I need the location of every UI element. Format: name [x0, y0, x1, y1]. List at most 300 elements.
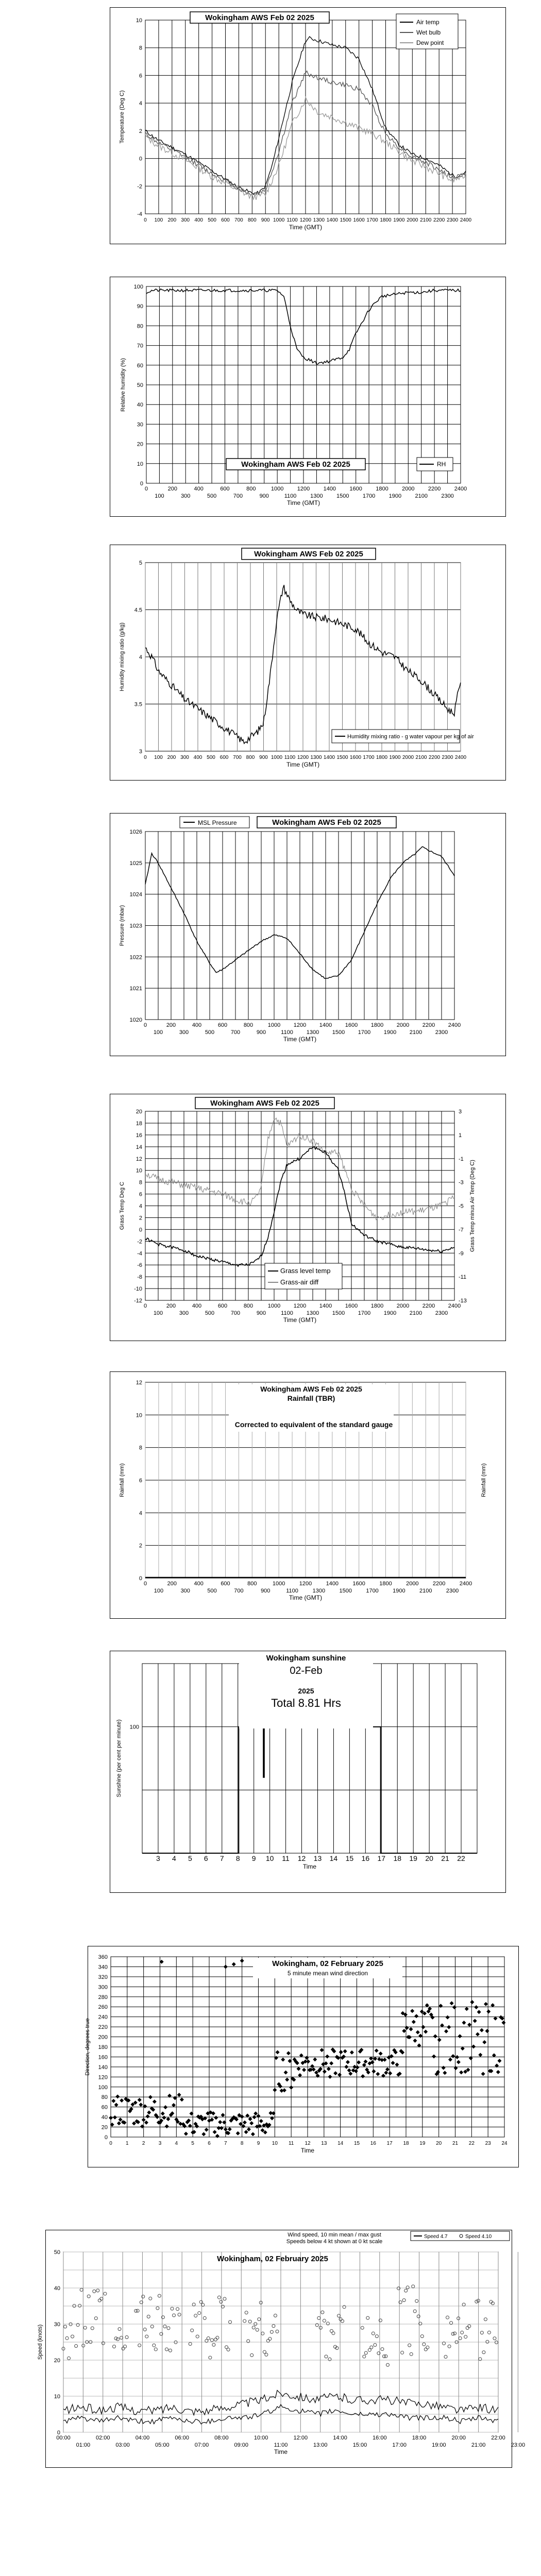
y-tick-label: 1026	[129, 829, 142, 835]
y-tick-label: 3.5	[134, 701, 142, 708]
x-tick-label: 00:00	[56, 2435, 71, 2441]
x-tick-label: 2200	[433, 217, 445, 223]
y-tick-label: 1025	[129, 860, 142, 867]
y-tick-label: 1024	[129, 891, 142, 898]
y-tick-label: 60	[101, 2104, 108, 2111]
y-tick-label: 340	[98, 1964, 108, 1971]
x-tick-label: 14	[337, 2141, 344, 2146]
x-tick-label: 300	[179, 1310, 189, 1316]
y-tick-label: 90	[137, 303, 143, 310]
y-axis-label: Speed (knots)	[37, 2324, 43, 2360]
mixing-ratio-chart-panel	[110, 545, 506, 781]
x-tick-label: 1100	[284, 493, 297, 499]
mixing-ratio-chart	[110, 545, 506, 781]
chart-note: Corrected to equivalent of the standard gauge	[234, 1420, 393, 1429]
legend-label: Grass level temp	[280, 1267, 331, 1275]
x-tick-label: 300	[180, 1588, 190, 1594]
x-tick-label: 16	[370, 2141, 376, 2146]
x-tick-label: 2100	[419, 1588, 432, 1594]
x-tick-label: 3	[158, 2141, 162, 2146]
x-axis-label: Time (GMT)	[283, 1316, 317, 1324]
x-tick-label: 700	[233, 755, 242, 760]
y-tick-label: 40	[101, 2114, 108, 2121]
legend-label: Air temp	[416, 19, 439, 26]
y-axis-label: Rainfall (mm)	[119, 1463, 125, 1497]
x-tick-label: 800	[247, 217, 257, 223]
x-tick-label: 22	[468, 2141, 475, 2146]
rainfall-chart	[110, 1372, 506, 1619]
x-tick-label: 20:00	[451, 2435, 466, 2441]
wind-speed-chart	[37, 2230, 526, 2468]
x-tick-label: 0	[143, 1303, 147, 1309]
pressure-chart	[110, 814, 506, 1057]
x-tick-label: 900	[256, 1029, 266, 1036]
y-tick-label: 0	[139, 1575, 142, 1582]
x-tick-label: 400	[194, 217, 204, 223]
x-tick-label: 2200	[428, 755, 441, 760]
x-tick-label: 22	[457, 1854, 465, 1862]
x-tick-label: 100	[153, 1310, 163, 1316]
x-tick-label: 18	[393, 1854, 402, 1862]
y-tick-label: 30	[137, 421, 143, 428]
y-tick-label: 8	[139, 1445, 142, 1451]
y-tick-label: 260	[98, 2004, 108, 2011]
y-tick-label: 0	[139, 156, 142, 162]
x-tick-label: 03:00	[115, 2442, 130, 2448]
chart-title: Wokingham AWS Feb 02 2025	[272, 818, 381, 827]
y2-tick-label: -3	[459, 1179, 464, 1186]
x-tick-label: 1800	[380, 217, 392, 223]
x-tick-label: 0	[109, 2141, 112, 2146]
x-tick-label: 23	[485, 2141, 491, 2146]
x-tick-label: 2200	[422, 1022, 435, 1028]
x-tick-label: 10	[272, 2141, 278, 2146]
y-tick-label: 4.5	[134, 607, 142, 614]
x-tick-label: 1100	[281, 1310, 293, 1316]
x-tick-label: 200	[167, 486, 178, 492]
y2-tick-label: -11	[459, 1274, 467, 1281]
y-tick-label: 12	[136, 1380, 142, 1386]
x-tick-label: 2300	[435, 1310, 448, 1316]
x-tick-label: 2400	[448, 1303, 461, 1309]
humidity-chart-panel	[110, 277, 506, 517]
temperature-chart-panel	[110, 7, 506, 244]
x-tick-label: 700	[234, 217, 243, 223]
y-tick-label: 10	[137, 461, 143, 467]
y-tick-label: 240	[98, 2014, 108, 2021]
y-tick-label: 40	[54, 2285, 60, 2292]
y-tick-label: 4	[139, 100, 142, 107]
x-tick-label: 16:00	[373, 2435, 387, 2441]
x-tick-label: 2	[142, 2141, 145, 2146]
x-tick-label: 1400	[319, 1303, 332, 1309]
x-tick-label: 09:00	[234, 2442, 249, 2448]
grass-temp-chart	[110, 1094, 506, 1342]
x-tick-label: 20	[425, 1854, 433, 1862]
y-tick-label: 1021	[129, 986, 142, 992]
x-tick-label: 200	[166, 1303, 176, 1309]
x-tick-label: 2000	[396, 1022, 410, 1028]
y-tick-label: 180	[98, 2044, 108, 2050]
x-axis-label: Time (GMT)	[289, 224, 323, 231]
x-tick-label: 1700	[363, 755, 375, 760]
x-tick-label: 2300	[441, 493, 454, 499]
x-tick-label: 1000	[267, 1303, 281, 1309]
y-tick-label: 1020	[129, 1017, 142, 1023]
x-tick-label: 5	[191, 2141, 194, 2146]
x-tick-label: 1200	[299, 217, 312, 223]
x-tick-label: 1800	[370, 1022, 384, 1028]
y-tick-label: 10	[54, 2394, 60, 2400]
y-tick-label: 320	[98, 1974, 108, 1980]
x-tick-label: 300	[179, 1029, 189, 1036]
chart-title: Wokingham AWS Feb 02 2025	[260, 1385, 362, 1393]
x-tick-label: 600	[221, 217, 230, 223]
chart-total: Total 8.81 Hrs	[271, 1697, 341, 1709]
x-tick-label: 200	[167, 217, 177, 223]
y-tick-label: 60	[137, 362, 143, 369]
y-tick-label: 12	[136, 1156, 142, 1162]
x-tick-label: 600	[217, 1303, 228, 1309]
y2-tick-label: -1	[459, 1156, 464, 1162]
x-tick-label: 06:00	[175, 2435, 189, 2441]
y-tick-label: 8	[139, 1179, 142, 1186]
x-tick-label: 7	[219, 1854, 224, 1862]
chart-title: Wokingham, 02 February 2025	[217, 2255, 328, 2263]
x-tick-label: 1100	[281, 1029, 293, 1036]
x-tick-label: 1500	[339, 1588, 352, 1594]
x-tick-label: 500	[207, 755, 215, 760]
x-tick-label: 800	[243, 1303, 253, 1309]
x-tick-label: 1000	[267, 1022, 281, 1028]
chart-title: Wokingham AWS Feb 02 2025	[254, 550, 363, 558]
x-tick-label: 7	[224, 2141, 227, 2146]
x-axis-label: Time (GMT)	[286, 499, 320, 506]
x-tick-label: 1800	[370, 1303, 384, 1309]
chart-title: Wokingham, 02 February 2025	[272, 1959, 383, 1968]
x-tick-label: 300	[180, 755, 189, 760]
x-tick-label: 1300	[313, 217, 325, 223]
x-tick-label: 21	[441, 1854, 449, 1862]
x-tick-label: 1900	[393, 1588, 405, 1594]
y-tick-label: 100	[133, 284, 143, 290]
y2-tick-label: -5	[459, 1203, 464, 1210]
x-tick-label: 0	[144, 486, 148, 492]
y-axis-label: Direction, degrees true	[84, 2018, 91, 2076]
x-tick-label: 9	[257, 2141, 260, 2146]
x-tick-label: 1400	[319, 1022, 332, 1028]
x-tick-label: 900	[259, 755, 268, 760]
x-tick-label: 21	[452, 2141, 459, 2146]
legend-label: RH	[437, 461, 446, 468]
x-tick-label: 800	[246, 755, 255, 760]
x-tick-label: 1400	[326, 1581, 339, 1587]
y2-tick-label: 3	[459, 1109, 462, 1115]
x-tick-label: 04:00	[135, 2435, 150, 2441]
x-tick-label: 13:00	[313, 2442, 328, 2448]
x-tick-label: 100	[154, 217, 163, 223]
x-tick-label: 200	[166, 1022, 176, 1028]
pressure-chart-panel	[110, 813, 506, 1056]
chart-title: Wokingham AWS Feb 02 2025	[210, 1099, 319, 1108]
x-tick-label: 2200	[432, 1581, 446, 1587]
wind-speed-chart-panel	[37, 2230, 526, 2468]
y-tick-label: 80	[101, 2094, 108, 2101]
y2-tick-label: -9	[459, 1250, 464, 1257]
y-tick-label: 0	[139, 1227, 142, 1233]
x-tick-label: 6	[208, 2141, 211, 2146]
y2-tick-label: -13	[459, 1298, 467, 1304]
y-tick-label: 20	[101, 2124, 108, 2131]
x-tick-label: 1400	[323, 486, 336, 492]
x-tick-label: 200	[167, 755, 176, 760]
x-tick-label: 1900	[389, 755, 401, 760]
x-tick-label: 17	[386, 2141, 393, 2146]
x-tick-label: 100	[154, 755, 163, 760]
x-tick-label: 1400	[326, 217, 338, 223]
x-tick-label: 5	[188, 1854, 192, 1862]
x-tick-label: 1100	[286, 1588, 298, 1594]
y-tick-label: -2	[137, 1239, 142, 1245]
x-tick-label: 08:00	[214, 2435, 229, 2441]
x-tick-label: 1600	[352, 1581, 365, 1587]
x-tick-label: 14:00	[333, 2435, 347, 2441]
x-tick-label: 0	[143, 1581, 147, 1587]
x-tick-label: 2000	[402, 755, 414, 760]
x-tick-label: 2400	[448, 1022, 461, 1028]
x-tick-label: 1500	[332, 1029, 345, 1036]
legend-label: Speed 4.7	[424, 2234, 448, 2240]
x-tick-label: 2400	[459, 1581, 472, 1587]
x-tick-label: 2100	[409, 1310, 422, 1316]
y-tick-label: 100	[98, 2084, 108, 2091]
y-axis-label: Temperature (Deg C)	[119, 90, 125, 144]
y-tick-label: 0	[104, 2134, 108, 2141]
y-tick-label: 20	[137, 441, 143, 448]
y-tick-label: 0	[140, 481, 143, 487]
chart-subtitle: 5 minute mean wind direction	[287, 1970, 368, 1977]
legend-label: Speed 4.10	[465, 2234, 492, 2240]
x-tick-label: 1900	[393, 217, 405, 223]
x-tick-label: 500	[208, 217, 216, 223]
y-tick-label: 4	[139, 1510, 142, 1517]
x-tick-label: 1700	[358, 1029, 371, 1036]
x-tick-label: 900	[259, 493, 269, 499]
wind-direction-chart	[84, 1946, 519, 2168]
x-tick-label: 900	[256, 1310, 266, 1316]
y-tick-label: 300	[98, 1984, 108, 1991]
chart-header-2: Speeds below 4 kt shown at 0 kt scale	[286, 2239, 383, 2245]
x-tick-label: 21:00	[471, 2442, 486, 2448]
x-tick-label: 1300	[306, 1310, 319, 1316]
x-tick-label: 6	[204, 1854, 208, 1862]
x-tick-label: 1900	[388, 493, 402, 499]
y2-axis-label: Grass Temp minus Air Temp (Deg C)	[469, 1160, 476, 1252]
x-tick-label: 22:00	[491, 2435, 505, 2441]
x-tick-label: 13	[313, 1854, 322, 1862]
x-tick-label: 16	[361, 1854, 370, 1862]
x-tick-label: 2000	[407, 217, 418, 223]
x-tick-label: 1300	[310, 493, 323, 499]
x-tick-label: 15:00	[352, 2442, 367, 2448]
chart-subtitle: 02-Feb	[290, 1665, 323, 1676]
x-axis-label: Time	[274, 2448, 288, 2455]
x-axis-label: Time (GMT)	[286, 761, 320, 768]
x-tick-label: 18:00	[412, 2435, 427, 2441]
x-tick-label: 19:00	[432, 2442, 446, 2448]
x-tick-label: 1300	[306, 1029, 319, 1036]
x-tick-label: 9	[251, 1854, 256, 1862]
x-tick-label: 1000	[273, 217, 285, 223]
y-tick-label: 40	[137, 402, 143, 409]
y-tick-label: 20	[136, 1109, 142, 1115]
x-tick-label: 2400	[454, 755, 467, 760]
x-tick-label: 19	[419, 2141, 426, 2146]
x-axis-label: Time (GMT)	[289, 1594, 323, 1601]
x-tick-label: 14	[329, 1854, 338, 1862]
x-axis-label: Time (GMT)	[283, 1036, 317, 1043]
x-tick-label: 2100	[415, 755, 427, 760]
wind-direction-chart-panel	[84, 1946, 519, 2167]
x-tick-label: 700	[233, 493, 243, 499]
x-tick-label: 1900	[383, 1310, 397, 1316]
x-tick-label: 600	[220, 486, 230, 492]
y-tick-label: -12	[134, 1298, 142, 1304]
x-tick-label: 2400	[460, 217, 472, 223]
x-tick-label: 2300	[446, 1588, 459, 1594]
x-tick-label: 800	[246, 486, 256, 492]
x-tick-label: 8	[235, 1854, 240, 1862]
y2-tick-label: -7	[459, 1227, 464, 1233]
x-tick-label: 1600	[349, 486, 362, 492]
x-tick-label: 12	[305, 2141, 311, 2146]
x-tick-label: 400	[192, 1022, 202, 1028]
y-tick-label: 8	[139, 45, 142, 52]
x-tick-label: 500	[207, 493, 217, 499]
x-tick-label: 4	[172, 1854, 176, 1862]
y-tick-label: 4	[139, 1203, 142, 1210]
x-tick-label: 800	[247, 1581, 257, 1587]
x-tick-label: 2000	[406, 1581, 419, 1587]
y-tick-label: 80	[137, 323, 143, 330]
x-tick-label: 1400	[323, 755, 335, 760]
y-tick-label: 70	[137, 343, 143, 349]
x-tick-label: 24	[501, 2141, 508, 2146]
legend-label: Dew point	[416, 39, 444, 46]
x-tick-label: 900	[261, 1588, 270, 1594]
y-tick-label: -2	[137, 183, 142, 190]
x-tick-label: 01:00	[76, 2442, 91, 2448]
y-tick-label: 10	[136, 1167, 142, 1174]
x-tick-label: 15	[353, 2141, 360, 2146]
x-tick-label: 2300	[446, 217, 459, 223]
x-tick-label: 10	[265, 1854, 274, 1862]
x-tick-label: 0	[144, 755, 147, 760]
chart-header-1: Wind speed, 10 min mean / max gust	[288, 2232, 381, 2238]
y-tick-label: 6	[139, 1191, 142, 1198]
x-tick-label: 700	[230, 1310, 241, 1316]
chart-subtitle: Rainfall (TBR)	[287, 1394, 335, 1402]
x-tick-label: 1500	[340, 217, 351, 223]
chart-year: 2025	[298, 1687, 314, 1695]
y-axis-label: Grass Temp Deg C	[119, 1181, 125, 1230]
x-tick-label: 0	[144, 217, 147, 223]
y-tick-label: 10	[136, 18, 142, 24]
x-tick-label: 400	[193, 755, 202, 760]
x-tick-label: 400	[192, 1303, 202, 1309]
x-tick-label: 200	[167, 1581, 177, 1587]
x-tick-label: 1800	[376, 486, 388, 492]
x-tick-label: 1100	[284, 755, 296, 760]
y-tick-label: 5	[139, 560, 142, 566]
x-tick-label: 18	[403, 2141, 409, 2146]
x-tick-label: 1200	[299, 1581, 312, 1587]
y-tick-label: 30	[54, 2321, 60, 2328]
x-tick-label: 1100	[286, 217, 298, 223]
y-tick-label: 2	[139, 1215, 142, 1222]
y-tick-label: 10	[136, 1412, 142, 1419]
x-tick-label: 07:00	[194, 2442, 209, 2448]
x-tick-label: 05:00	[155, 2442, 170, 2448]
y-tick-label: 100	[129, 1724, 139, 1731]
y-tick-label: 2	[139, 128, 142, 134]
y-tick-label: 50	[54, 2249, 60, 2256]
y-axis-label: Pressure (mbar)	[119, 905, 125, 946]
y-tick-label: 50	[137, 382, 143, 388]
x-tick-label: 12	[297, 1854, 306, 1862]
x-tick-label: 300	[181, 217, 190, 223]
chart-title: Wokingham AWS Feb 02 2025	[205, 13, 314, 22]
x-tick-label: 800	[243, 1022, 253, 1028]
y-tick-label: 160	[98, 2054, 108, 2061]
x-tick-label: 1800	[379, 1581, 392, 1587]
x-tick-label: 1200	[293, 1303, 307, 1309]
y-tick-label: 6	[139, 1478, 142, 1484]
y-axis-label: Humidity mixing ratio (g/kg)	[119, 622, 125, 691]
x-tick-label: 700	[230, 1029, 241, 1036]
x-tick-label: 600	[217, 1022, 228, 1028]
y2-axis-label: Rainfall (mm)	[481, 1463, 487, 1497]
legend-label: Humidity mixing ratio - g water vapour per kg of air	[347, 734, 474, 740]
humidity-chart	[110, 277, 506, 517]
x-tick-label: 13	[321, 2141, 327, 2146]
x-tick-label: 500	[205, 1029, 215, 1036]
x-tick-label: 17:00	[392, 2442, 407, 2448]
y-tick-label: 120	[98, 2074, 108, 2081]
sunshine-chart-panel	[110, 1651, 506, 1893]
x-tick-label: 2200	[422, 1303, 435, 1309]
x-tick-label: 1200	[297, 486, 310, 492]
x-tick-label: 2100	[415, 493, 428, 499]
x-tick-label: 600	[219, 755, 229, 760]
x-tick-label: 2200	[428, 486, 441, 492]
y-tick-label: -6	[137, 1262, 142, 1269]
x-tick-label: 1700	[366, 1588, 379, 1594]
y-tick-label: -8	[137, 1274, 142, 1281]
y-tick-label: 4	[139, 654, 142, 660]
x-tick-label: 1000	[272, 1581, 285, 1587]
x-tick-label: 02:00	[95, 2435, 110, 2441]
x-tick-label: 8	[240, 2141, 244, 2146]
legend-label: Wet bulb	[416, 29, 441, 36]
legend-label: MSL Pressure	[198, 819, 237, 826]
x-tick-label: 1600	[353, 217, 365, 223]
x-tick-label: 1600	[349, 755, 362, 760]
y-tick-label: 1023	[129, 923, 142, 929]
x-tick-label: 600	[221, 1581, 230, 1587]
temperature-chart	[110, 8, 506, 245]
rainfall-chart-panel	[110, 1371, 506, 1619]
